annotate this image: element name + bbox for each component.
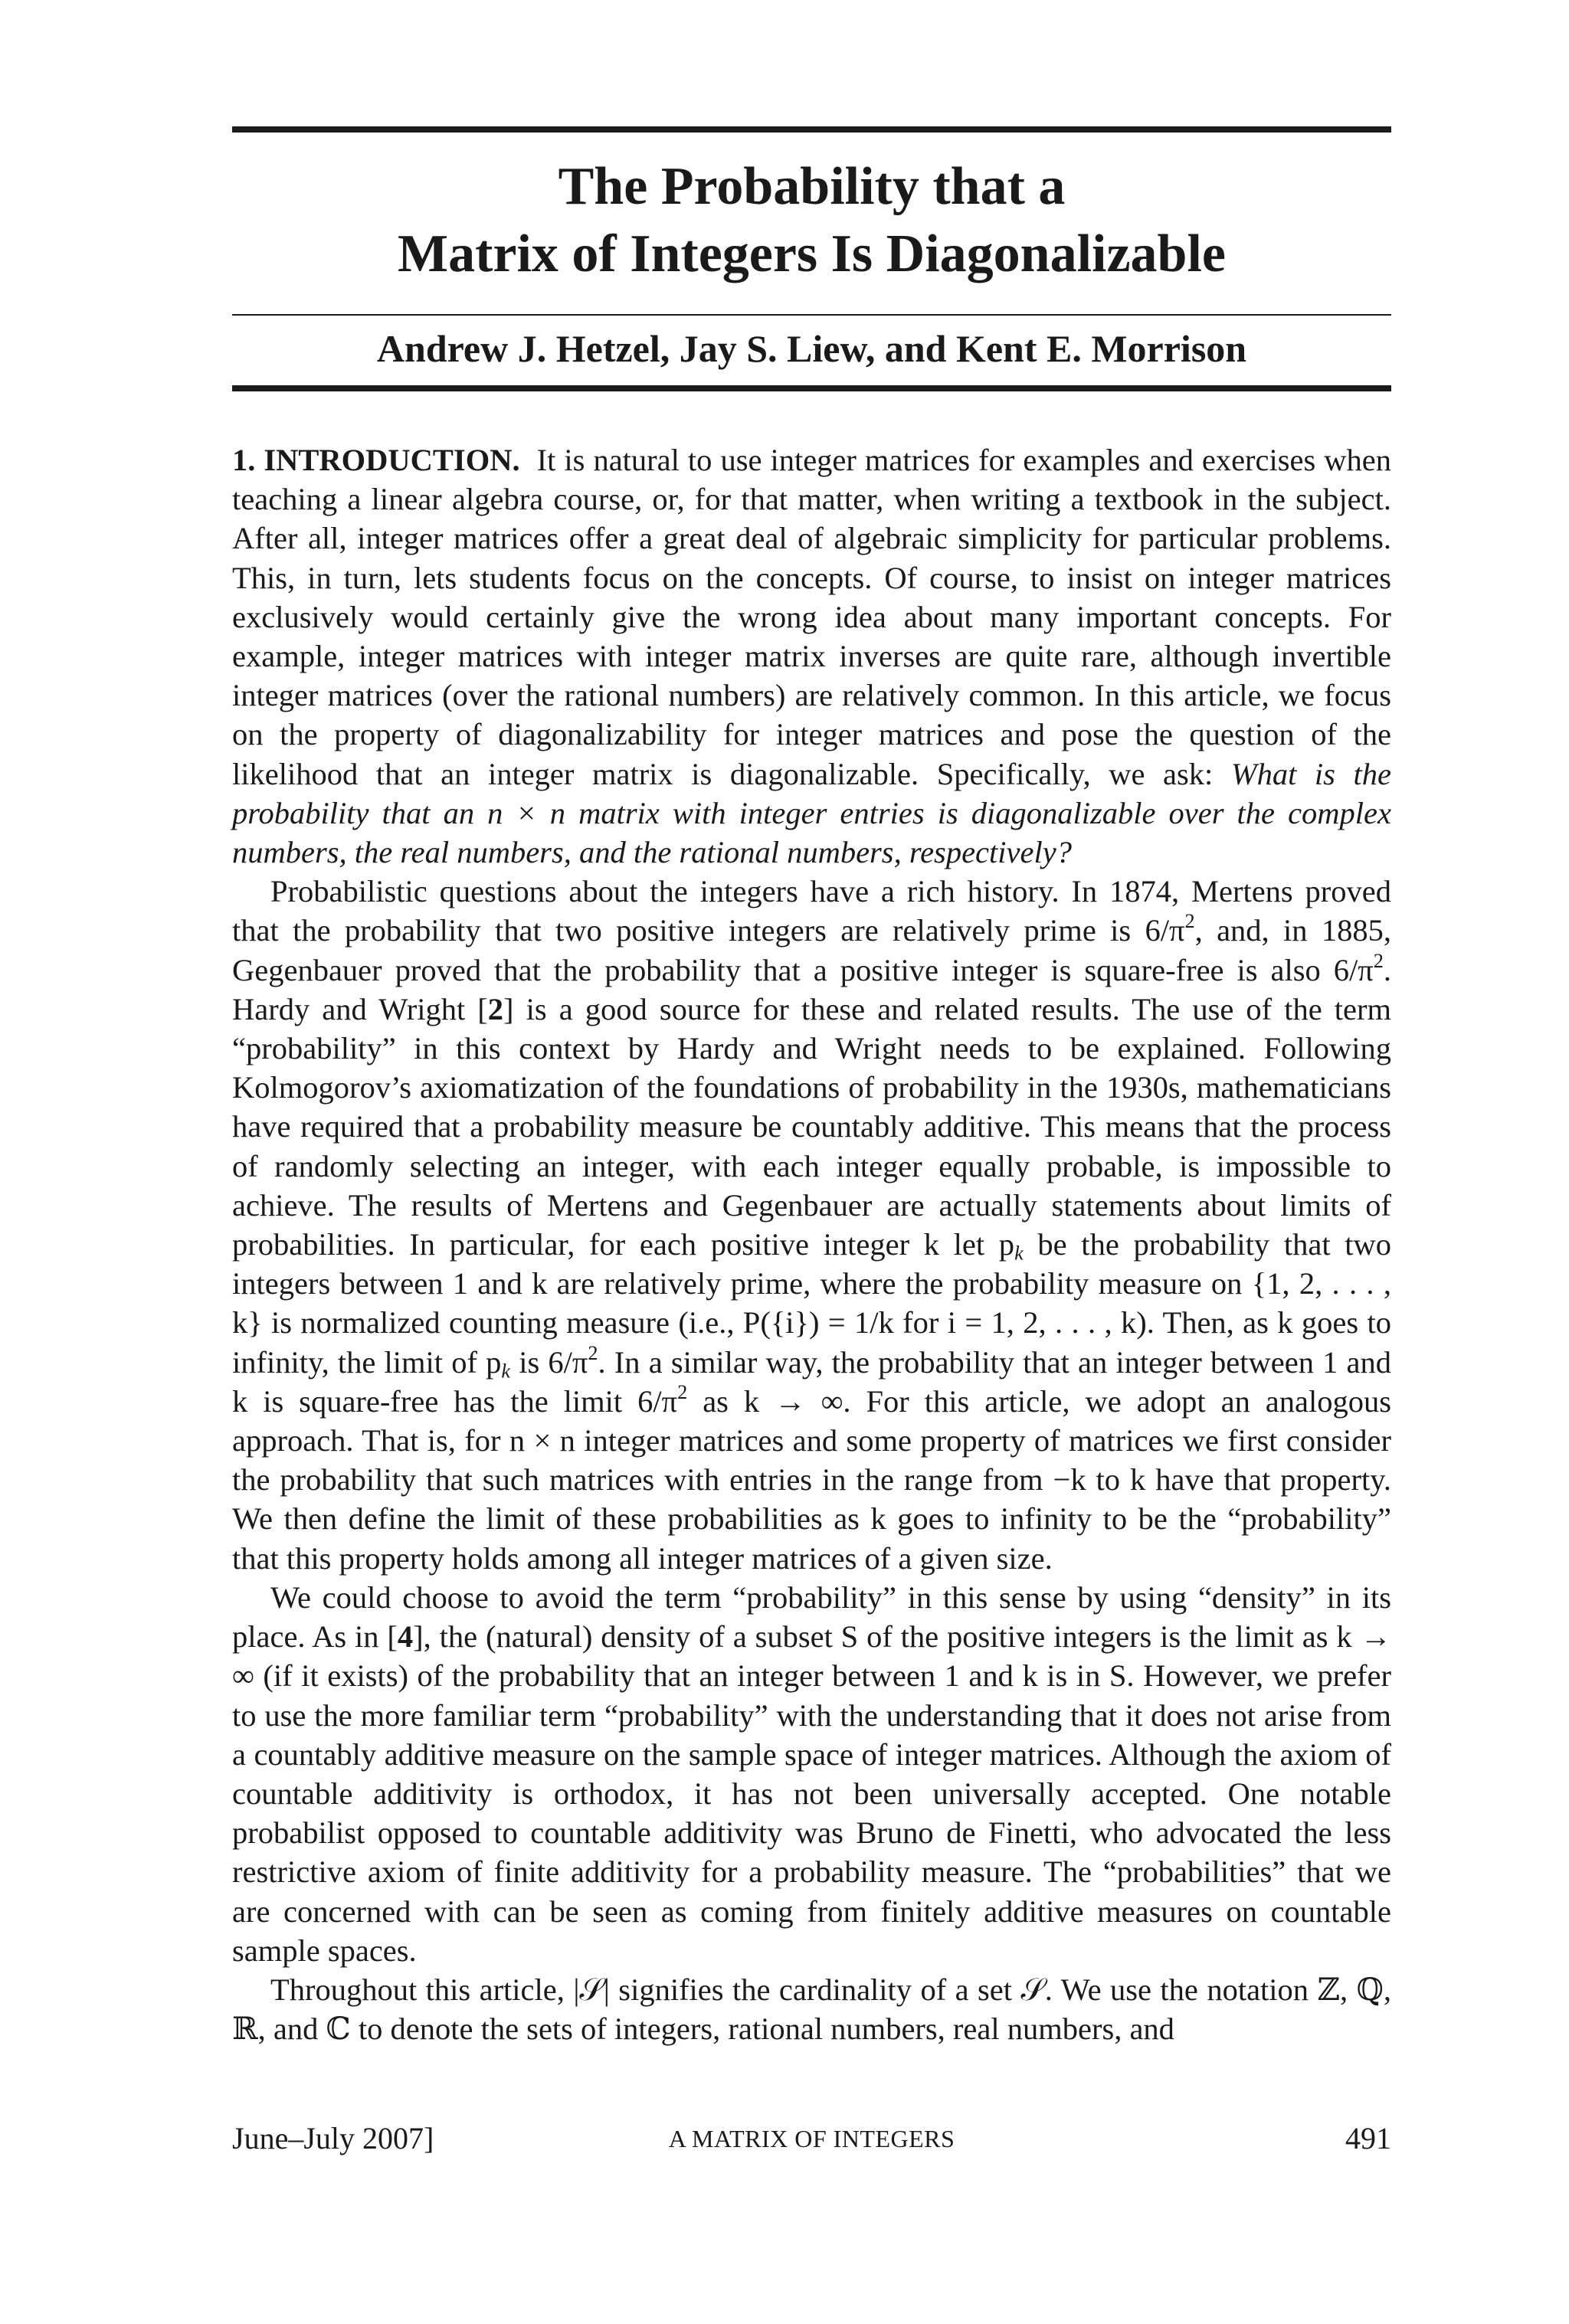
p2-sup-4: 2: [677, 1380, 688, 1403]
section-heading: 1. INTRODUCTION.: [232, 443, 520, 477]
top-rule: [232, 126, 1391, 133]
research-question: What is the probability that an n × n matrix with integer entries is diagonalizable over the complex numbers, the real numbers, and the rational numbers, respectively?: [232, 756, 1392, 870]
p3-text-a: We could choose to avoid the term “probability” in this sense by using “density” in its place. As in [: [232, 1579, 1391, 1655]
title-line-1: The Probability that a: [558, 157, 1066, 216]
page-footer: [232, 2120, 1391, 2166]
p3-text-b: ], the (natural) density of a subset S of the positive integers is the limit as k → ∞ (if it exists) of the probability that an integer between 1 and k is in S. However, we prefer to use the more familiar term “probability” with the understanding that it does not arise from a countably additive measure on the sample space of integer matrices. Although the axiom of countable additivity is orthodox, it has not been universally accepted. One notable probabilist opposed to countable additivity was Bruno de Finetti, who advocated the less restrictive axiom of finite additivity for a probability measure. The “probabilities” that we are concerned with can be seen as coming from finitely additive measures on countable sample spaces.: [232, 1619, 1391, 1968]
footer-page-number: 491: [1345, 2121, 1391, 2155]
footer-issue: June–July 2007]: [232, 2121, 434, 2155]
footer-running-title: A MATRIX OF INTEGERS: [668, 2125, 955, 2152]
paragraph-1: [232, 440, 1391, 872]
p2-text-h: as k → ∞. For this article, we adopt an analogous approach. That is, for n × n integer matrices and some property of matrices we first consider the probability that such matrices with entries in the range from −k to k have that property. We then define the limit of these probabilities as k goes to infinity to be the “probability” that this property holds among all integer matrices of a given size.: [232, 1383, 1391, 1576]
article-body: [232, 440, 1391, 2048]
header-bottom-rule: [232, 385, 1391, 391]
title-line-2: Matrix of Integers Is Diagonalizable: [398, 224, 1226, 283]
author-list: Andrew J. Hetzel, Jay S. Liew, and Kent E. Morrison: [376, 327, 1247, 370]
p2-text-d: ] is a good source for these and related results. The use of the term “probability” in this context by Hardy and Wright needs to be explained. Following Kolmogorov’s axiomatization of the foundations of probability in the 1930s, mathematicians have required that a probability measure be countably additive. This means that the process of randomly selecting an integer, with each integer equally probable, is impossible to achieve. The results of Mertens and Gegenbauer are actually statements about limits of probabilities. In particular, for each positive integer k let p: [232, 991, 1391, 1262]
p2-sup-1: 2: [1184, 910, 1195, 933]
p2-sup-3: 2: [588, 1341, 598, 1364]
paragraph-3: [232, 1578, 1391, 1970]
paragraph-1-text: It is natural to use integer matrices for examples and exercises when teaching a linear algebra course, or, for that matter, when writing a textbook in the subject. After all, integer matrices offer a great deal of algebraic simplicity for particular problems. This, in turn, lets students focus on the concepts. Of course, to insist on integer matrices exclusively would certainly give the wrong idea about many important concepts. For example, integer matrices with integer matrix inverses are quite rare, although invertible integer matrices (over the rational numbers) are relatively common. In this article, we focus on the property of diagonalizability for integer matrices and pose the question of the likelihood that an integer matrix is diagonalizable. Specifically, we ask:: [232, 443, 1392, 791]
p2-sub-k-2: k: [501, 1360, 511, 1383]
p2-text-a: Probabilistic questions about the integers have a rich history. In 1874, Mertens proved that the probability that two positive integers are relatively prime is 6/π: [232, 874, 1391, 948]
p2-sup-2: 2: [1373, 949, 1384, 972]
p2-text-c: . Hardy and Wright [: [232, 952, 1391, 1026]
paragraph-4: Throughout this article, |𝒮| signifies the cardinality of a set 𝒮. We use the notation ℤ, ℚ, ℝ, and ℂ to denote the sets of integers, rational numbers, real numbers, and: [232, 1972, 1391, 2047]
p2-text-e: be the probability that two integers between 1 and k are relatively prime, where the probability measure on {1, 2, . . . , k} is normalized counting measure (i.e., P({i}) = 1/k for i = 1, 2, . . . , k). Then, as k goes to infinity, the limit of p: [232, 1227, 1391, 1380]
citation-ref-4[interactable]: 4: [397, 1619, 414, 1655]
article-title: [232, 153, 1391, 288]
p2-text-g: . In a similar way, the probability that an integer between 1 and k is square-free has the limit 6/π: [232, 1344, 1392, 1419]
p2-text-f: is 6/π: [510, 1344, 588, 1380]
citation-ref-2[interactable]: 2: [487, 991, 504, 1026]
p2-sub-k-1: k: [1014, 1242, 1024, 1265]
paragraph-2: [232, 872, 1391, 1578]
p2-text-b: , and, in 1885, Gegenbauer proved that the probability that a positive integer is square-free is also 6/π: [232, 913, 1391, 987]
title-divider: [232, 314, 1391, 316]
